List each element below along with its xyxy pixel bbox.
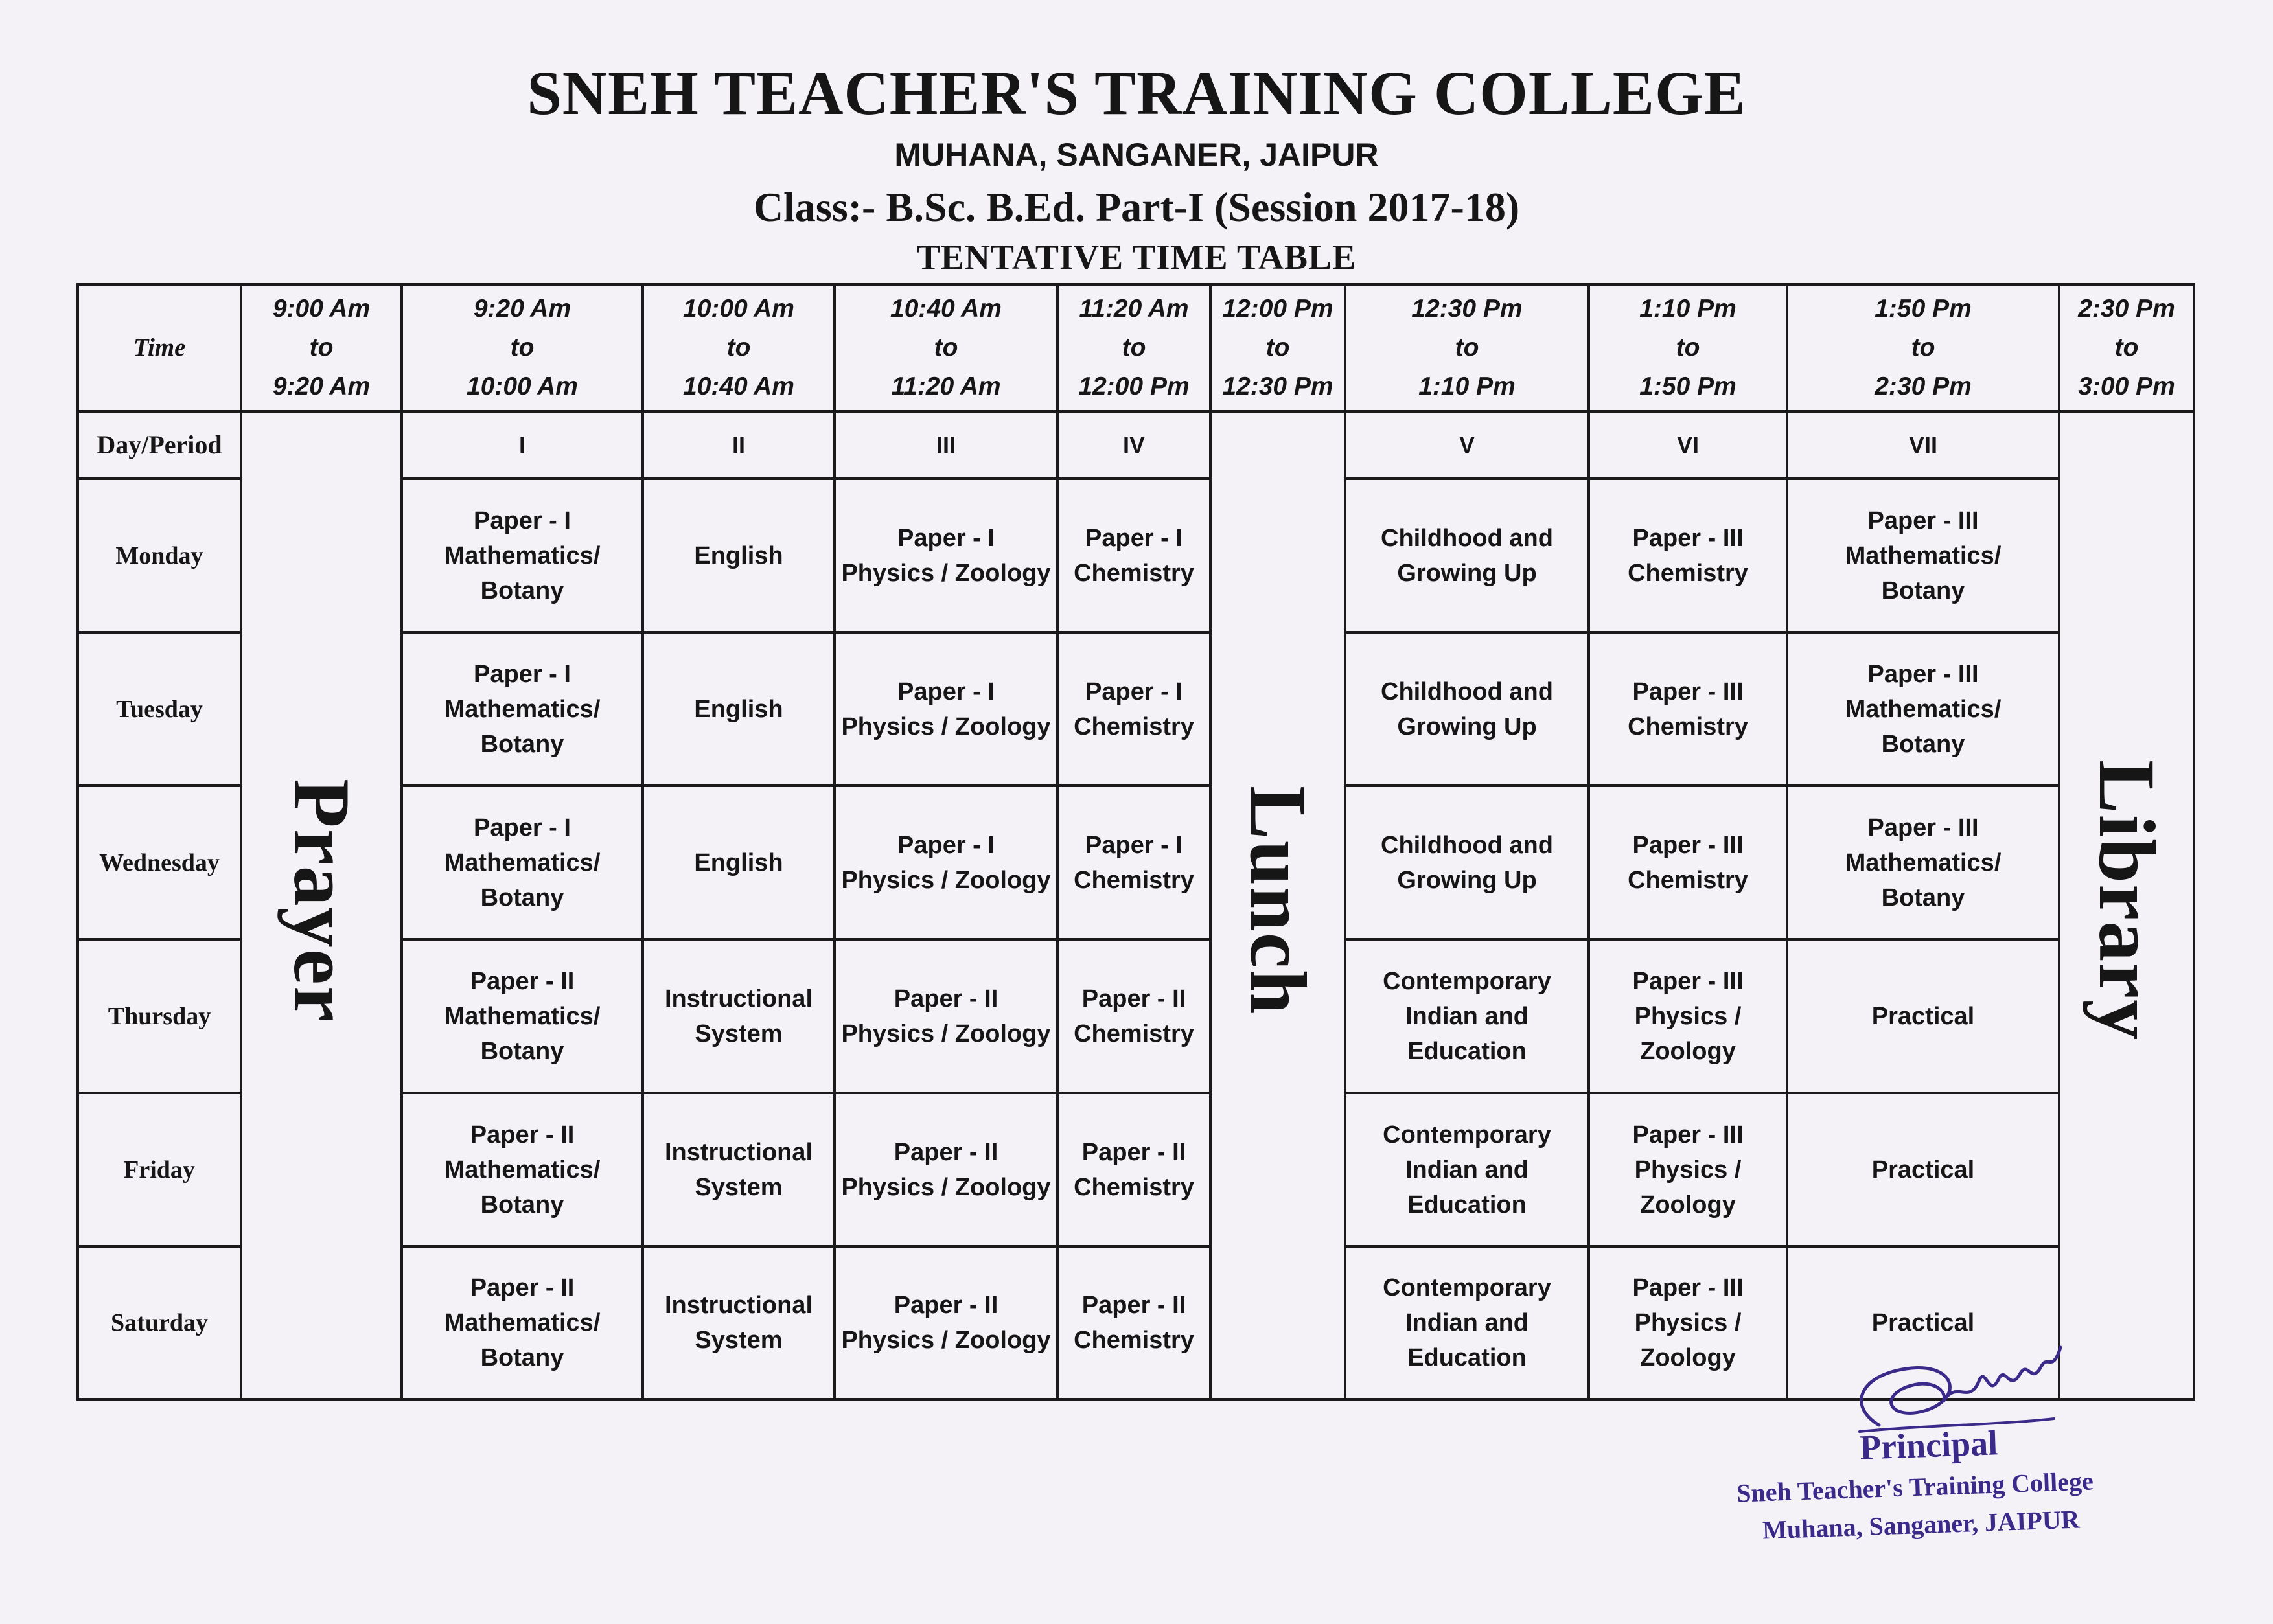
stamp-line: Sneh Teacher's Training College <box>1736 1466 2094 1508</box>
class-cell: Practical <box>1787 939 2059 1093</box>
class-cell: Paper - II Mathematics/ Botany <box>402 939 643 1093</box>
class-cell: Childhood and Growing Up <box>1345 632 1589 786</box>
time-slot: 11:20 Am to 12:00 Pm <box>1057 284 1210 411</box>
stamp-line: Muhana, Sanganer, JAIPUR <box>1762 1504 2081 1545</box>
timetable <box>76 283 2195 1401</box>
class-session: Class:- B.Sc. B.Ed. Part-I (Session 2017-18) <box>753 184 1520 230</box>
time-slot: 2:30 Pm to 3:00 Pm <box>2059 284 2194 411</box>
period-number: III <box>835 411 1057 479</box>
class-cell: English <box>643 479 835 632</box>
period-number: IV <box>1057 411 1210 479</box>
class-cell: English <box>643 786 835 939</box>
document-subtitle: TENTATIVE TIME TABLE <box>916 238 1357 277</box>
class-cell: Paper - III Chemistry <box>1589 479 1787 632</box>
class-cell: Paper - III Physics / Zoology <box>1589 1246 1787 1399</box>
college-address: MUHANA, SANGANER, JAIPUR <box>894 137 1379 173</box>
stamp-title: Principal <box>1859 1423 1998 1467</box>
class-cell: English <box>643 632 835 786</box>
day-label: Wednesday <box>78 786 241 939</box>
class-cell: Contemporary Indian and Education <box>1345 1093 1589 1246</box>
class-cell: Paper - I Mathematics/ Botany <box>402 786 643 939</box>
period-number: I <box>402 411 643 479</box>
period-row <box>78 411 2194 479</box>
day-label: Thursday <box>78 939 241 1093</box>
class-cell: Childhood and Growing Up <box>1345 479 1589 632</box>
day-label: Saturday <box>78 1246 241 1399</box>
period-number: VII <box>1787 411 2059 479</box>
principal-stamp <box>1698 1328 2216 1600</box>
class-cell: Contemporary Indian and Education <box>1345 1246 1589 1399</box>
day-period-label: Day/Period <box>78 411 241 479</box>
class-cell: Paper - II Mathematics/ Botany <box>402 1246 643 1399</box>
class-cell: Instructional System <box>643 1246 835 1399</box>
time-label: Time <box>78 284 241 411</box>
time-slot: 10:40 Am to 11:20 Am <box>835 284 1057 411</box>
class-cell: Paper - III Physics / Zoology <box>1589 939 1787 1093</box>
class-cell: Instructional System <box>643 939 835 1093</box>
prayer-block: Prayer <box>241 411 402 1399</box>
class-cell: Paper - III Mathematics/ Botany <box>1787 786 2059 939</box>
library-block: Library <box>2059 411 2194 1399</box>
time-slot: 10:00 Am to 10:40 Am <box>643 284 835 411</box>
time-slot: 9:00 Am to 9:20 Am <box>241 284 402 411</box>
class-cell: Paper - II Chemistry <box>1057 1246 1210 1399</box>
period-number: VI <box>1589 411 1787 479</box>
class-cell: Paper - II Chemistry <box>1057 1093 1210 1246</box>
class-cell: Paper - II Physics / Zoology <box>835 939 1057 1093</box>
lunch-block: Lunch <box>1210 411 1345 1399</box>
class-cell: Paper - I Chemistry <box>1057 632 1210 786</box>
class-cell: Paper - II Chemistry <box>1057 939 1210 1093</box>
period-number: V <box>1345 411 1589 479</box>
class-cell: Instructional System <box>643 1093 835 1246</box>
class-cell: Contemporary Indian and Education <box>1345 939 1589 1093</box>
class-cell: Paper - II Physics / Zoology <box>835 1093 1057 1246</box>
time-slot: 1:50 Pm to 2:30 Pm <box>1787 284 2059 411</box>
time-slot: 1:10 Pm to 1:50 Pm <box>1589 284 1787 411</box>
class-cell: Paper - I Physics / Zoology <box>835 479 1057 632</box>
day-label: Tuesday <box>78 632 241 786</box>
class-cell: Paper - I Chemistry <box>1057 786 1210 939</box>
class-cell: Paper - I Physics / Zoology <box>835 786 1057 939</box>
class-cell: Paper - III Chemistry <box>1589 786 1787 939</box>
day-label: Friday <box>78 1093 241 1246</box>
class-cell: Paper - III Mathematics/ Botany <box>1787 479 2059 632</box>
class-cell: Paper - I Chemistry <box>1057 479 1210 632</box>
class-cell: Practical <box>1787 1093 2059 1246</box>
college-name: SNEH TEACHER'S TRAINING COLLEGE <box>527 58 1746 128</box>
time-row <box>78 284 2194 411</box>
time-slot: 9:20 Am to 10:00 Am <box>402 284 643 411</box>
class-cell: Paper - III Physics / Zoology <box>1589 1093 1787 1246</box>
class-cell: Childhood and Growing Up <box>1345 786 1589 939</box>
class-cell: Paper - I Mathematics/ Botany <box>402 479 643 632</box>
time-slot: 12:30 Pm to 1:10 Pm <box>1345 284 1589 411</box>
class-cell: Paper - I Mathematics/ Botany <box>402 632 643 786</box>
time-slot: 12:00 Pm to 12:30 Pm <box>1210 284 1345 411</box>
day-label: Monday <box>78 479 241 632</box>
class-cell: Paper - I Physics / Zoology <box>835 632 1057 786</box>
period-number: II <box>643 411 835 479</box>
class-cell: Paper - II Physics / Zoology <box>835 1246 1057 1399</box>
class-cell: Paper - III Chemistry <box>1589 632 1787 786</box>
class-cell: Practical <box>1787 1246 2059 1399</box>
class-cell: Paper - II Mathematics/ Botany <box>402 1093 643 1246</box>
class-cell: Paper - III Mathematics/ Botany <box>1787 632 2059 786</box>
